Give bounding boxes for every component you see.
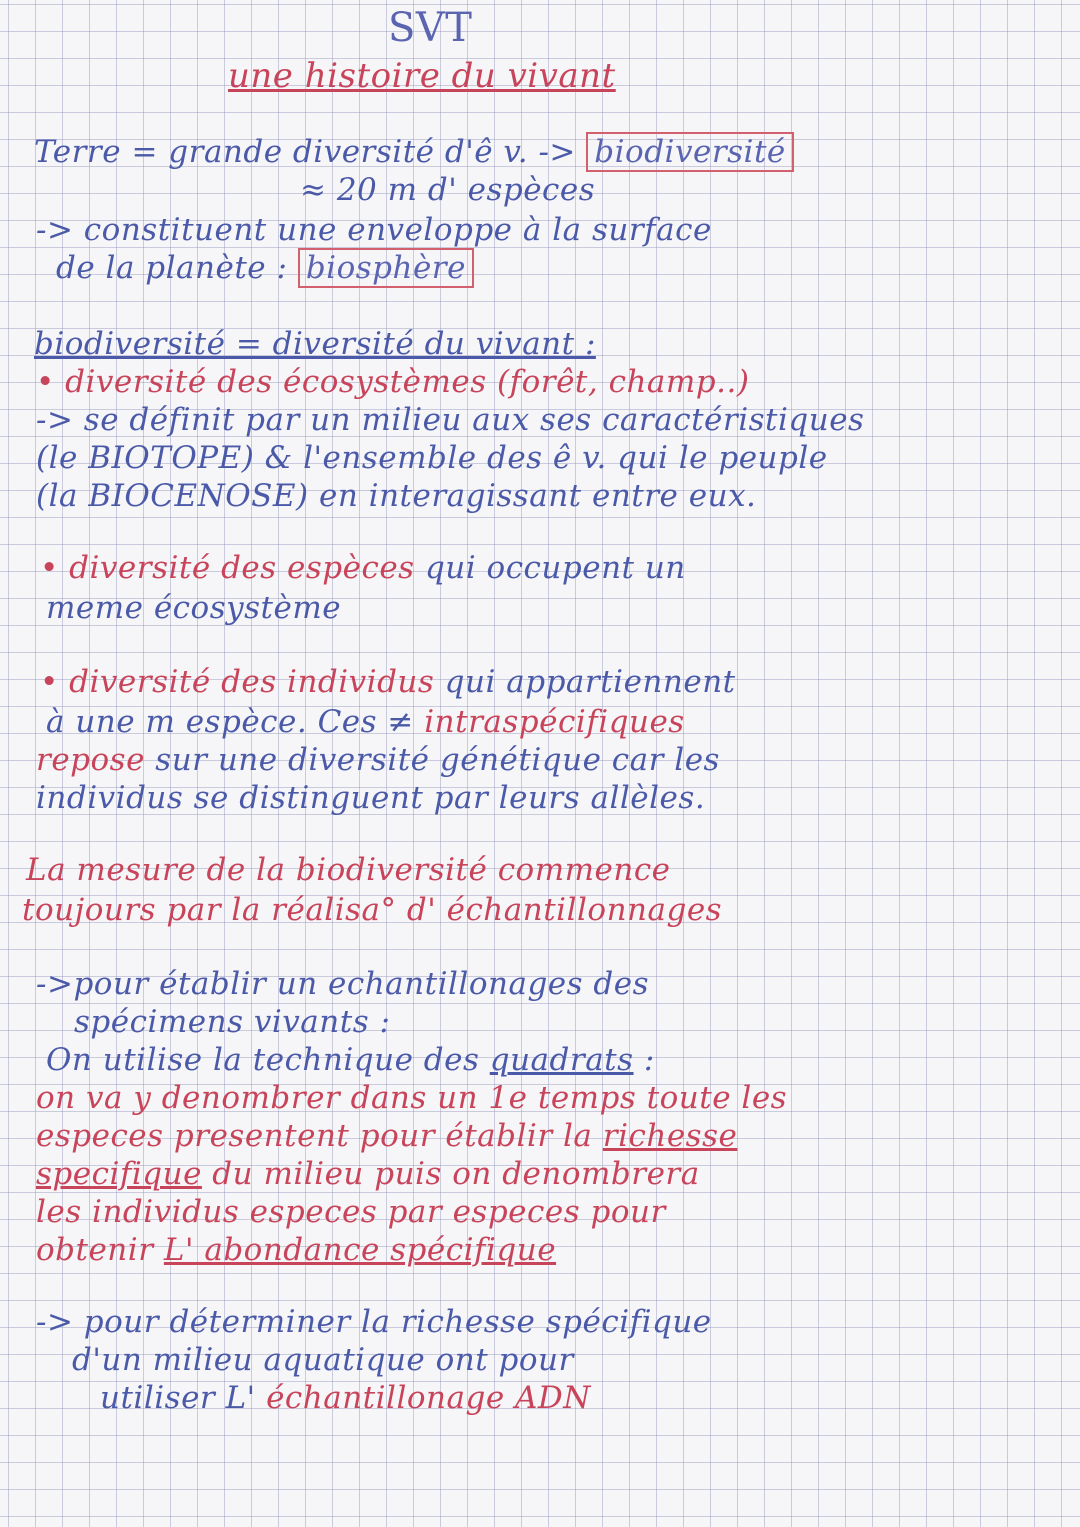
individuals-line-1 <box>40 664 736 700</box>
sampling-line-8-text: obtenir <box>36 1232 164 1268</box>
individuals-line-3-rest: sur une diversité génétique car les <box>144 742 720 778</box>
sampling-line-6-suffix: du milieu puis on denombrera <box>201 1156 700 1192</box>
intro-line-4-text: de la planète : <box>56 250 288 286</box>
species-line-1-rest: qui occupent un <box>414 550 686 586</box>
biodiversite-box: biodiversité <box>586 132 794 172</box>
ecosystems-heading <box>36 364 749 400</box>
sampling-line-1: ->pour établir un echantillonages des <box>36 966 649 1002</box>
individuals-line-4: individus se distinguent par leurs allèles. <box>36 780 706 816</box>
individuals-line-2 <box>46 704 685 740</box>
measure-line-1: La mesure de la biodiversité commence <box>26 852 671 888</box>
adn-sampling-term: échantillonage ADN <box>266 1380 591 1416</box>
sampling-line-8 <box>36 1232 556 1268</box>
biosphere-box: biosphère <box>298 248 474 288</box>
repose-term: repose <box>36 742 145 778</box>
dna-line-3 <box>100 1380 591 1416</box>
individuals-line-2-text: à une m espèce. Ces ≠ <box>46 704 425 740</box>
intro-line-1-text: Terre = grande diversité d'ê v. -> <box>34 134 576 170</box>
bullet-icon: • <box>36 364 55 400</box>
intraspecific-term: intraspécifiques <box>424 704 685 740</box>
page-title: SVT <box>388 5 473 51</box>
intro-line-4 <box>56 250 474 286</box>
quadrats-term: quadrats <box>489 1042 634 1078</box>
species-line-1 <box>40 550 686 586</box>
measure-line-2: toujours par la réalisa° d' échantillonnages <box>22 892 723 928</box>
individuals-line-3 <box>36 742 720 778</box>
sampling-line-2: spécimens vivants : <box>74 1004 391 1040</box>
biodiversity-definition: biodiversité = diversité du vivant : <box>34 326 596 362</box>
specifique-term: specifique <box>36 1156 202 1192</box>
sampling-line-6 <box>36 1156 700 1192</box>
abondance-term: L' abondance spécifique <box>163 1232 557 1268</box>
dna-line-2: d'un milieu aquatique ont pour <box>72 1342 574 1378</box>
dna-line-1: -> pour déterminer la richesse spécifique <box>36 1304 712 1340</box>
intro-line-2: ≈ 20 m d' espèces <box>300 172 596 208</box>
sampling-line-3-text: On utilise la technique des <box>46 1042 490 1078</box>
page-subtitle: une histoire du vivant <box>228 56 616 96</box>
sampling-line-4: on va y denombrer dans un 1e temps toute les <box>36 1080 788 1116</box>
ecosystems-line-2: (le BIOTOPE) & l'ensemble des ê v. qui le peuple <box>36 440 828 476</box>
intro-line-1 <box>34 134 794 170</box>
bullet-icon: • <box>40 550 59 586</box>
species-line-2: meme écosystème <box>46 590 342 626</box>
ecosystems-line-3: (la BIOCENOSE) en interagissant entre eux. <box>36 478 757 514</box>
ecosystems-heading-text: diversité des écosystèmes (forêt, champ..) <box>65 364 750 400</box>
intro-line-3: -> constituent une enveloppe à la surface <box>36 212 712 248</box>
sampling-line-3 <box>46 1042 655 1078</box>
individuals-line-1-rest: qui appartiennent <box>434 664 736 700</box>
sampling-line-3-suffix: : <box>633 1042 655 1078</box>
richesse-term: richesse <box>602 1118 738 1154</box>
bullet-icon: • <box>40 664 59 700</box>
sampling-line-7: les individus especes par especes pour <box>36 1194 666 1230</box>
ecosystems-line-1: -> se définit par un milieu aux ses caractéristiques <box>36 402 865 438</box>
dna-line-3-text: utiliser L' <box>100 1380 267 1416</box>
individuals-heading: diversité des individus <box>69 664 435 700</box>
sampling-line-5 <box>36 1118 737 1154</box>
sampling-line-5-text: especes presentent pour établir la <box>36 1118 603 1154</box>
species-heading: diversité des espèces <box>69 550 415 586</box>
